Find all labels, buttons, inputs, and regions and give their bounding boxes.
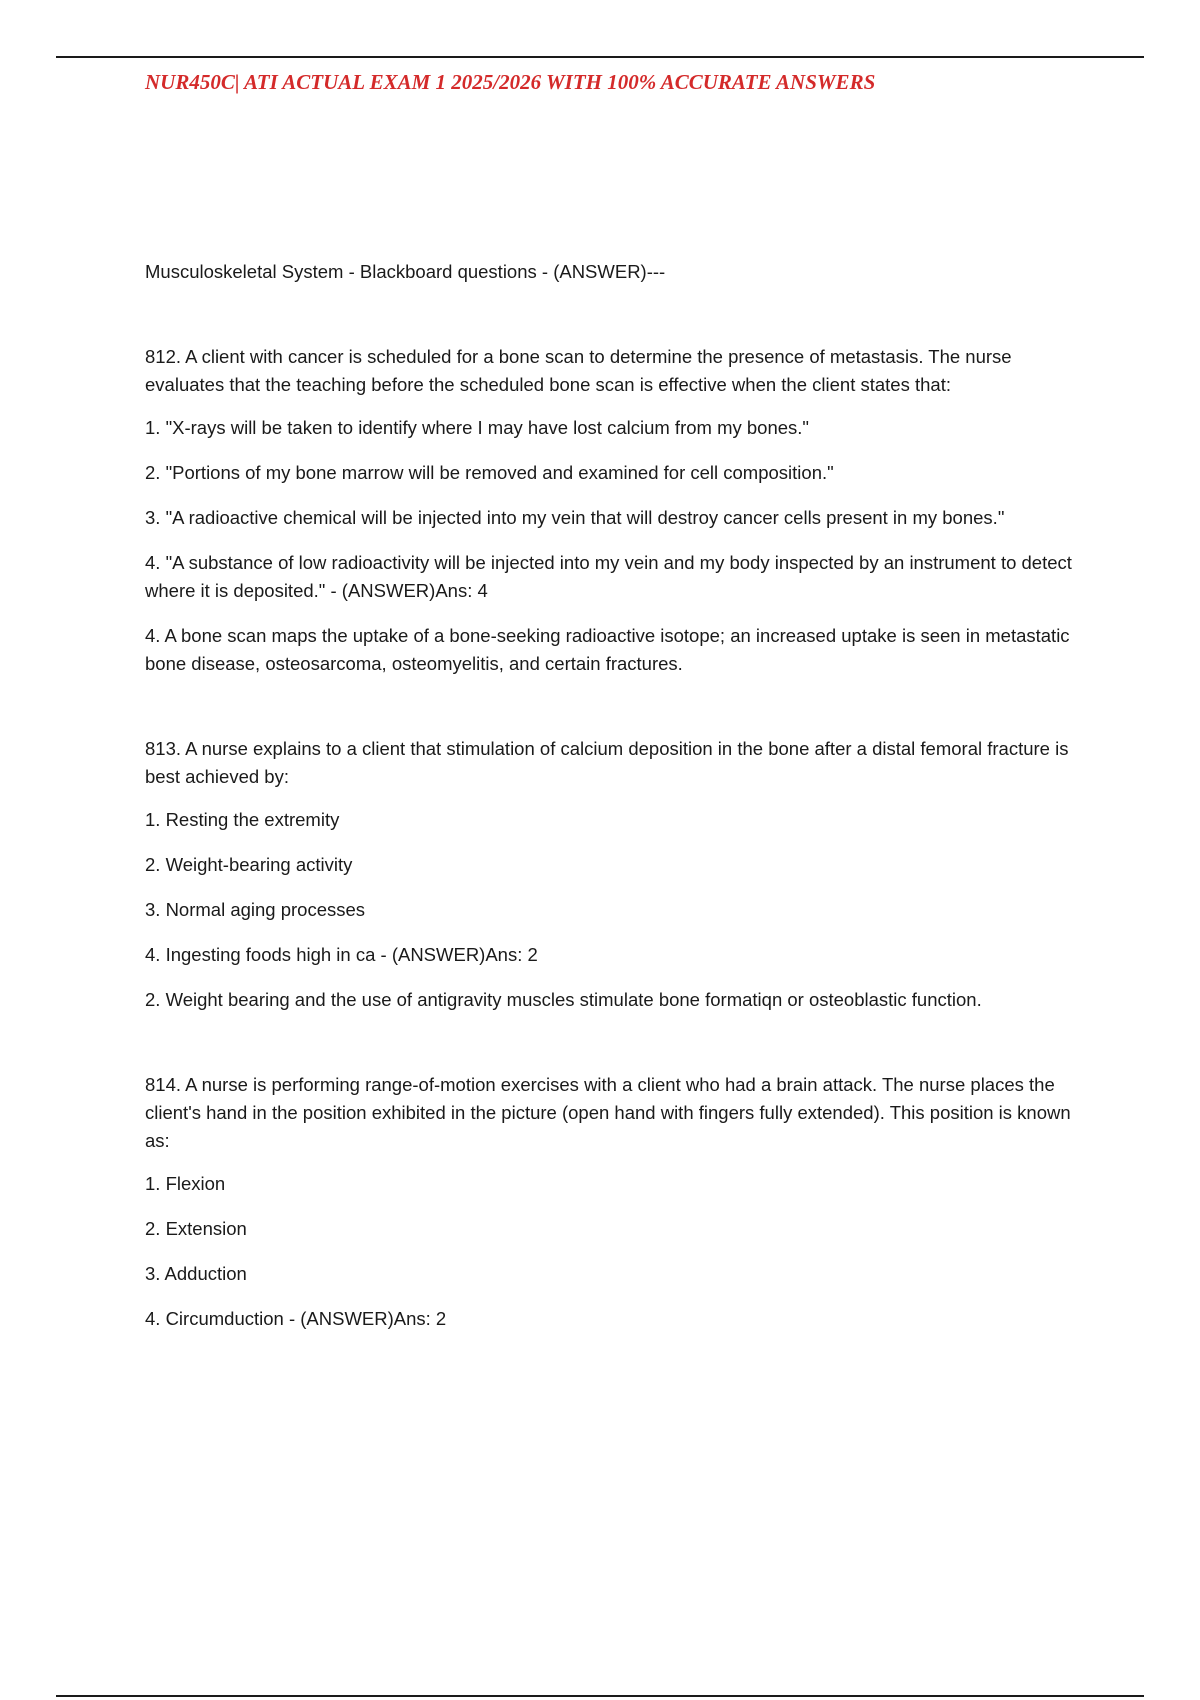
answer-rationale: 2. Weight bearing and the use of antigravity muscles stimulate bone formatiqn or osteoblastic function. — [145, 989, 982, 1010]
document-body — [145, 258, 1085, 1390]
question-812 — [145, 343, 1085, 678]
answer-option: 2. "Portions of my bone marrow will be removed and examined for cell composition." — [145, 462, 834, 483]
answer-option: 1. Flexion — [145, 1173, 226, 1194]
answer-option: 1. Resting the extremity — [145, 809, 340, 830]
question-stem: 814. A nurse is performing range-of-motion exercises with a client who had a brain attack. The nurse places the client's hand in the position exhibited in the picture (open hand with fingers fully extended). This position is known as: — [145, 1074, 1071, 1151]
question-813 — [145, 735, 1085, 1014]
question-stem: 812. A client with cancer is scheduled for a bone scan to determine the presence of metastasis. The nurse evaluates that the teaching before the scheduled bone scan is effective when the client states that: — [145, 346, 1012, 395]
answer-option: 2. Weight-bearing activity — [145, 854, 353, 875]
document-title: NUR450C| ATI ACTUAL EXAM 1 2025/2026 WITH 100% ACCURATE ANSWERS — [145, 70, 876, 94]
answer-option: 4. Ingesting foods high in ca - (ANSWER)Ans: 2 — [145, 944, 538, 965]
answer-option: 3. "A radioactive chemical will be injected into my vein that will destroy cancer cells present in my bones." — [145, 507, 1005, 528]
answer-rationale: 4. A bone scan maps the uptake of a bone-seeking radioactive isotope; an increased uptake is seen in metastatic bone disease, osteosarcoma, osteomyelitis, and certain fractures. — [145, 625, 1070, 674]
answer-option: 1. "X-rays will be taken to identify where I may have lost calcium from my bones." — [145, 417, 809, 438]
question-stem: 813. A nurse explains to a client that stimulation of calcium deposition in the bone after a distal femoral fracture is best achieved by: — [145, 738, 1069, 787]
section-heading: Musculoskeletal System - Blackboard questions - (ANSWER)--- — [145, 261, 666, 282]
header-rule — [56, 56, 1144, 58]
answer-option: 3. Normal aging processes — [145, 899, 366, 920]
answer-option: 4. Circumduction - (ANSWER)Ans: 2 — [145, 1308, 447, 1329]
answer-option: 3. Adduction — [145, 1263, 247, 1284]
footer-rule — [56, 1695, 1144, 1697]
question-814 — [145, 1071, 1085, 1333]
answer-option: 2. Extension — [145, 1218, 247, 1239]
answer-option: 4. "A substance of low radioactivity will be injected into my vein and my body inspected by an instrument to detect where it is deposited." - (ANSWER)Ans: 4 — [145, 552, 1072, 601]
